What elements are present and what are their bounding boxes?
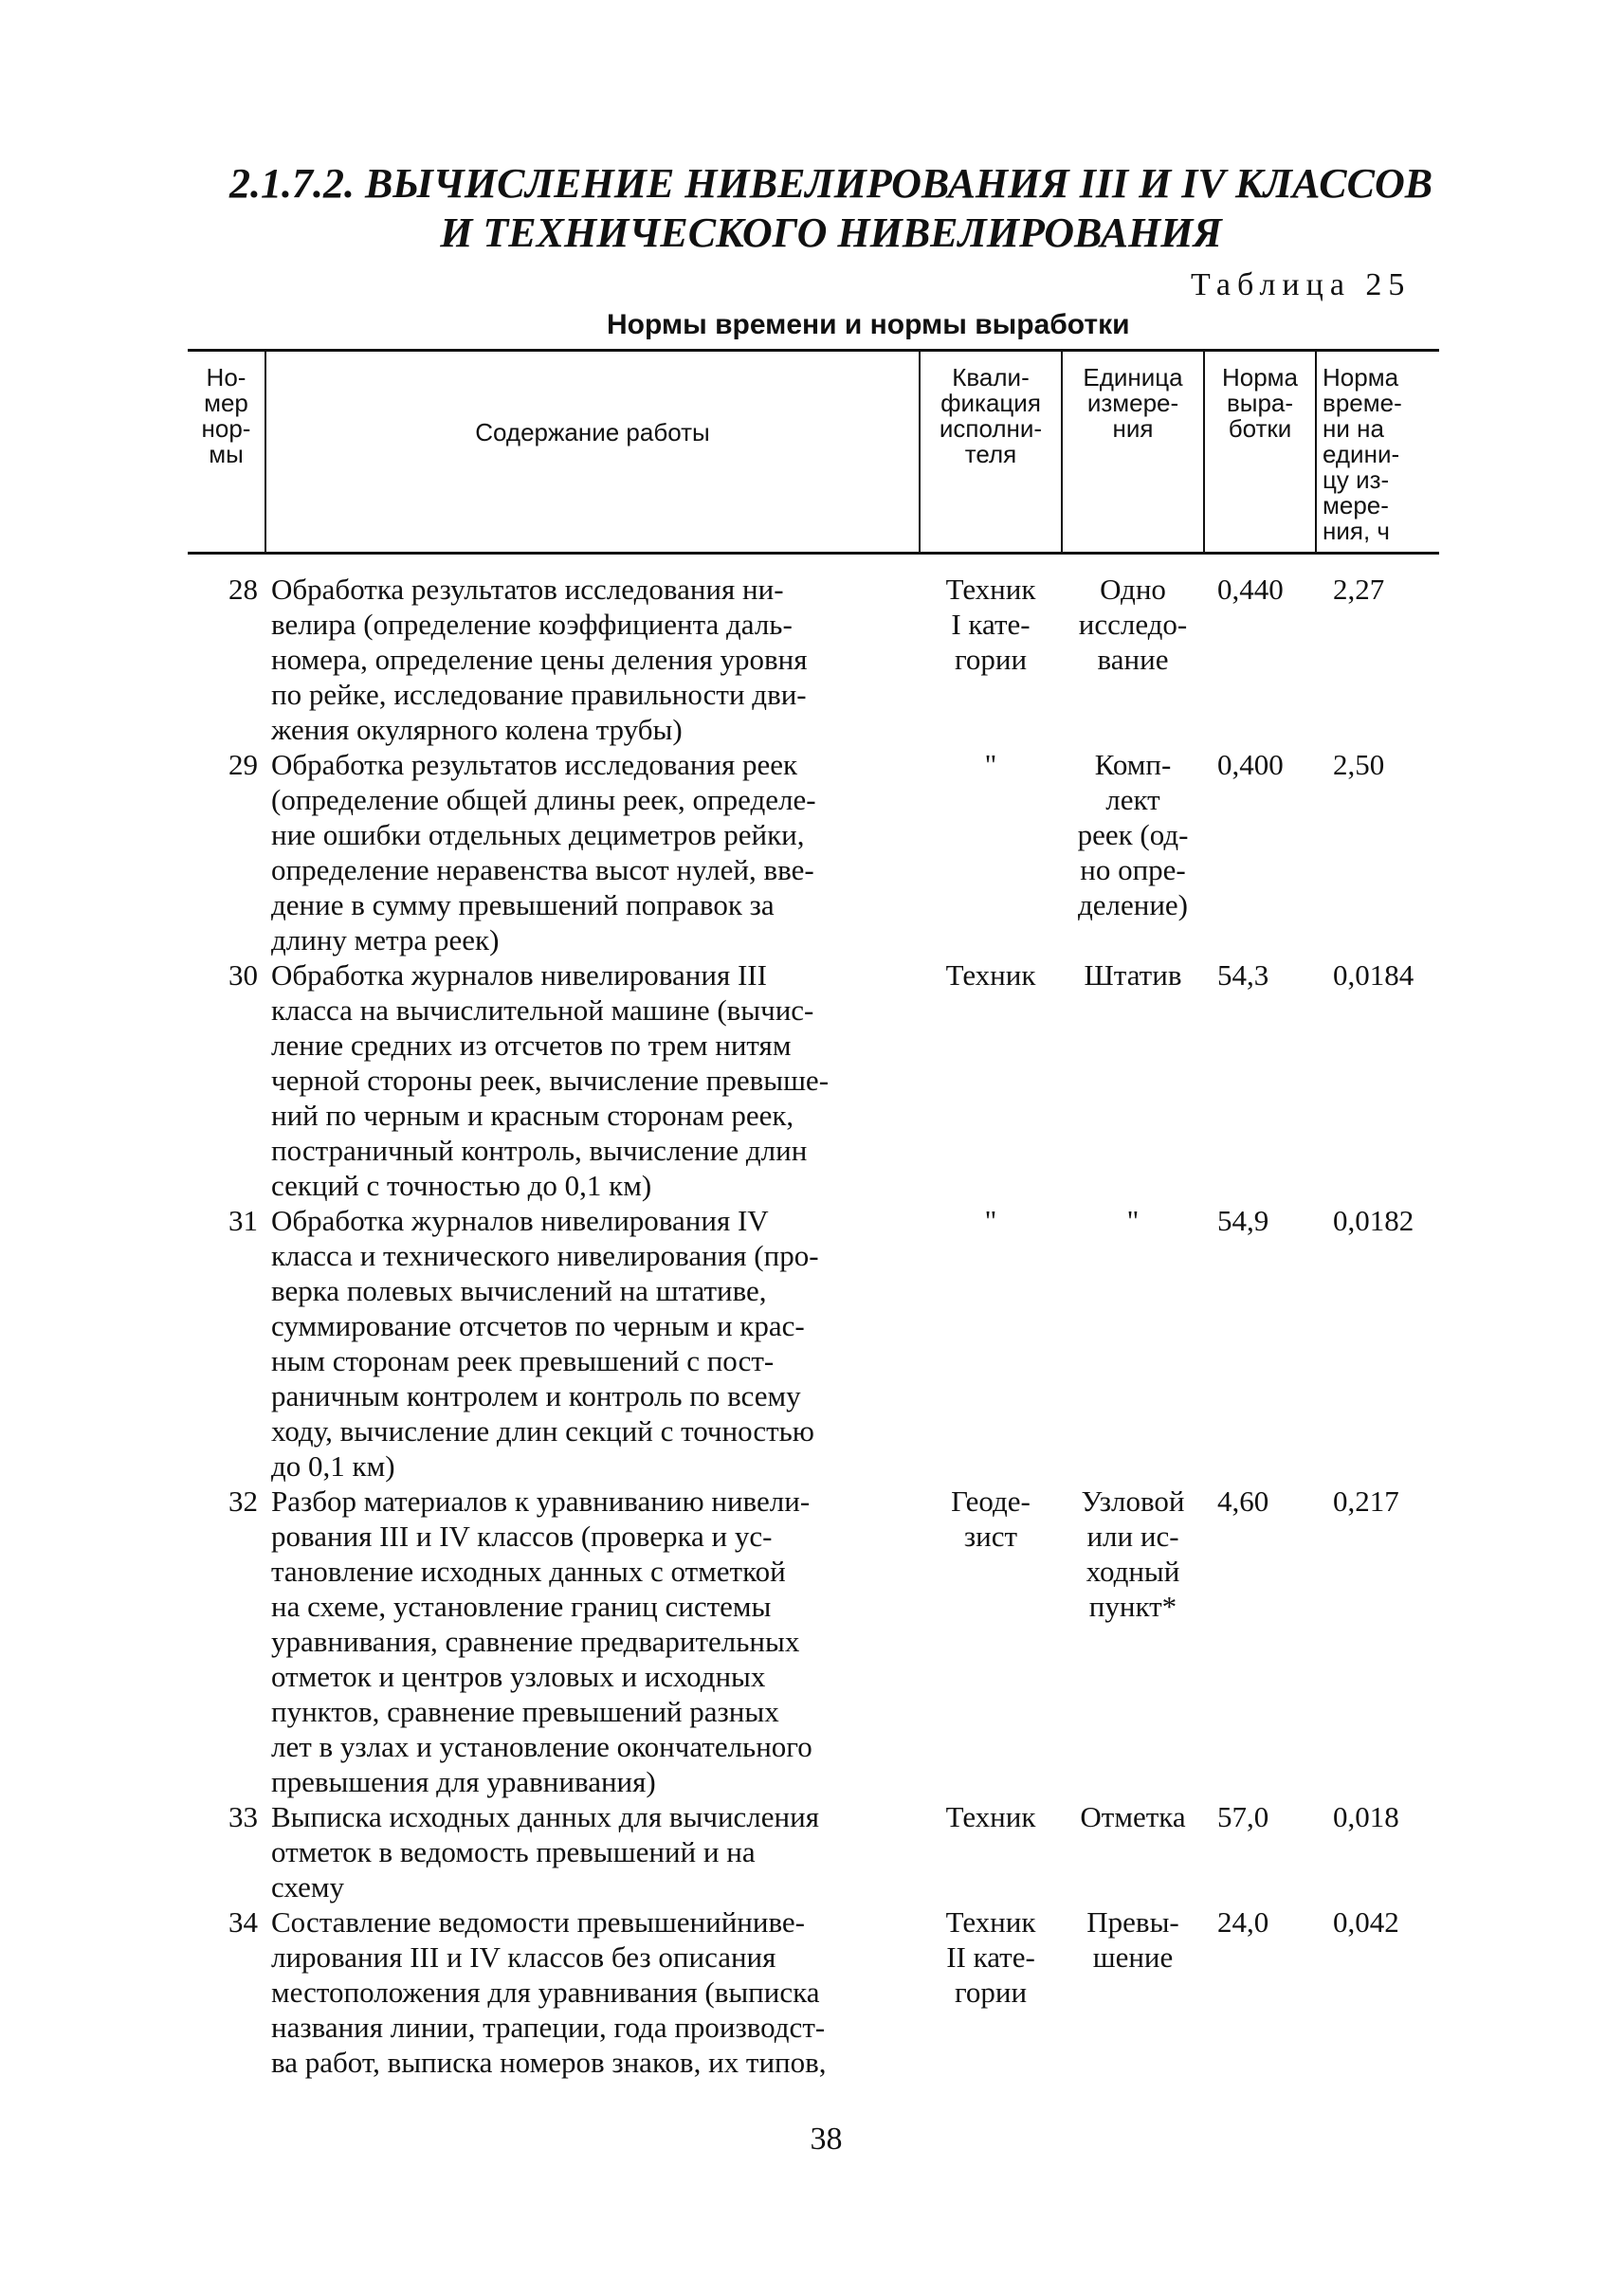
- qualification-cell: ": [984, 748, 997, 781]
- norms-table: [188, 349, 1439, 2080]
- qualification-cell: Техник II кате- гории: [945, 1905, 1036, 2009]
- norm-number-cell: 28: [228, 573, 258, 606]
- qualification-cell: ": [984, 1204, 997, 1237]
- header-work-content: Содержание работы: [265, 351, 920, 554]
- header-norm-number: Но- мер нор- мы: [188, 351, 265, 554]
- output-norm-cell: 54,3: [1217, 958, 1269, 992]
- unit-cell: Отметка: [1080, 1800, 1186, 1833]
- unit-cell: Комп- лект реек (од- но опре- деление): [1077, 748, 1189, 921]
- time-norm-cell: 2,50: [1333, 748, 1385, 781]
- time-norm-cell: 0,0182: [1333, 1204, 1414, 1237]
- unit-cell: Одно исследо- вание: [1078, 573, 1188, 676]
- header-qualification: Квали- фикация исполни- теля: [920, 351, 1062, 554]
- time-norm-cell: 0,018: [1333, 1800, 1399, 1833]
- time-norm-cell: 0,217: [1333, 1484, 1399, 1518]
- time-norm-cell: 0,042: [1333, 1905, 1399, 1939]
- qualification-cell: Техник I кате- гории: [945, 573, 1036, 676]
- page-number: 38: [810, 2122, 843, 2157]
- header-time-norm: Норма време- ни на едини- цу из- мере- ния, ч: [1316, 351, 1439, 554]
- norm-number-cell: 29: [228, 748, 258, 781]
- section-heading-line1: 2.1.7.2. ВЫЧИСЛЕНИЕ НИВЕЛИРОВАНИЯ III И IV КЛАССОВ: [228, 160, 1433, 207]
- unit-cell: Превы- шение: [1086, 1905, 1179, 1974]
- table-row: [188, 1203, 1439, 1484]
- table-subtitle: Нормы времени и нормы выработки: [607, 309, 1130, 340]
- norm-number-cell: 33: [228, 1800, 258, 1833]
- table-row: [188, 1799, 1439, 1904]
- qualification-cell: Техник: [945, 958, 1036, 992]
- table-row: [188, 1904, 1439, 2080]
- output-norm-cell: 57,0: [1217, 1800, 1269, 1833]
- table-row: [188, 1484, 1439, 1799]
- norm-number-cell: 31: [228, 1204, 258, 1237]
- work-content-cell: Обработка результатов исследования ни- велира (определение коэффициента даль- номера, определение цены деления уровня по рейке, исследование правильности дви- жения окулярного колена трубы): [271, 573, 808, 746]
- table-row: [188, 957, 1439, 1203]
- work-content-cell: Разбор материалов к уравниванию нивели- рования III и IV классов (проверка и ус- тановление исходных данных с отметкой на схеме, установление границ системы уравнивания, сравнение предварительных отметок и центров узловых и исходных пунктов, сравнение превышений разных лет в узлах и установление окончательного превышения для уравнивания): [271, 1484, 812, 1798]
- work-content-cell: Составление ведомости превышенийниве- лирования III и IV классов без описания местоположения для уравнивания (выписка названия линии, трапеции, года производст- ва работ, выписка номеров знаков, их типов,: [271, 1905, 827, 2079]
- table-body: [188, 554, 1439, 2081]
- table-header-row: [188, 351, 1439, 554]
- output-norm-cell: 54,9: [1217, 1204, 1269, 1237]
- norm-number-cell: 32: [228, 1484, 258, 1518]
- time-norm-cell: 0,0184: [1333, 958, 1414, 992]
- unit-cell: ": [1126, 1204, 1140, 1237]
- header-output-norm: Норма выра- ботки: [1204, 351, 1316, 554]
- norm-number-cell: 34: [228, 1905, 258, 1939]
- work-content-cell: Обработка журналов нивелирования III класса на вычислительной машине (вычис- ление средних из отсчетов по трем нитям черной стороны реек, вычисление превыше- ний по черным и красным сторонам реек, постраничный контроль, вычисление длин секций с точностью до 0,1 км): [271, 958, 830, 1202]
- output-norm-cell: 0,440: [1217, 573, 1284, 606]
- table-row: [188, 554, 1439, 748]
- table-caption: Таблица 25: [1191, 267, 1412, 302]
- output-norm-cell: 4,60: [1217, 1484, 1269, 1518]
- table-row: [188, 747, 1439, 957]
- unit-cell: Штатив: [1084, 958, 1182, 992]
- work-content-cell: Обработка результатов исследования реек (определение общей длины реек, определе- ние ошибки отдельных дециметров рейки, определение неравенства высот нулей, вве- дение в сумму превышений поправок за длину метра реек): [271, 748, 816, 956]
- work-content-cell: Обработка журналов нивелирования IV класса и технического нивелирования (про- верка полевых вычислений на штативе, суммирование отсчетов по черным и крас- ным сторонам реек превышений с пост- раничным контролем и контроль по всему ходу, вычисление длин секций с точностью до 0,1 км): [271, 1204, 819, 1483]
- output-norm-cell: 24,0: [1217, 1905, 1269, 1939]
- qualification-cell: Техник: [945, 1800, 1036, 1833]
- unit-cell: Узловой или ис- ходный пункт*: [1081, 1484, 1185, 1623]
- section-heading-line2: И ТЕХНИЧЕСКОГО НИВЕЛИРОВАНИЯ: [440, 209, 1222, 256]
- section-heading: [0, 159, 1624, 258]
- time-norm-cell: 2,27: [1333, 573, 1385, 606]
- header-unit: Единица измере- ния: [1062, 351, 1204, 554]
- qualification-cell: Геоде- зист: [951, 1484, 1031, 1553]
- norm-number-cell: 30: [228, 958, 258, 992]
- output-norm-cell: 0,400: [1217, 748, 1284, 781]
- work-content-cell: Выписка исходных данных для вычисления отметок в ведомость превышений и на схему: [271, 1800, 819, 1903]
